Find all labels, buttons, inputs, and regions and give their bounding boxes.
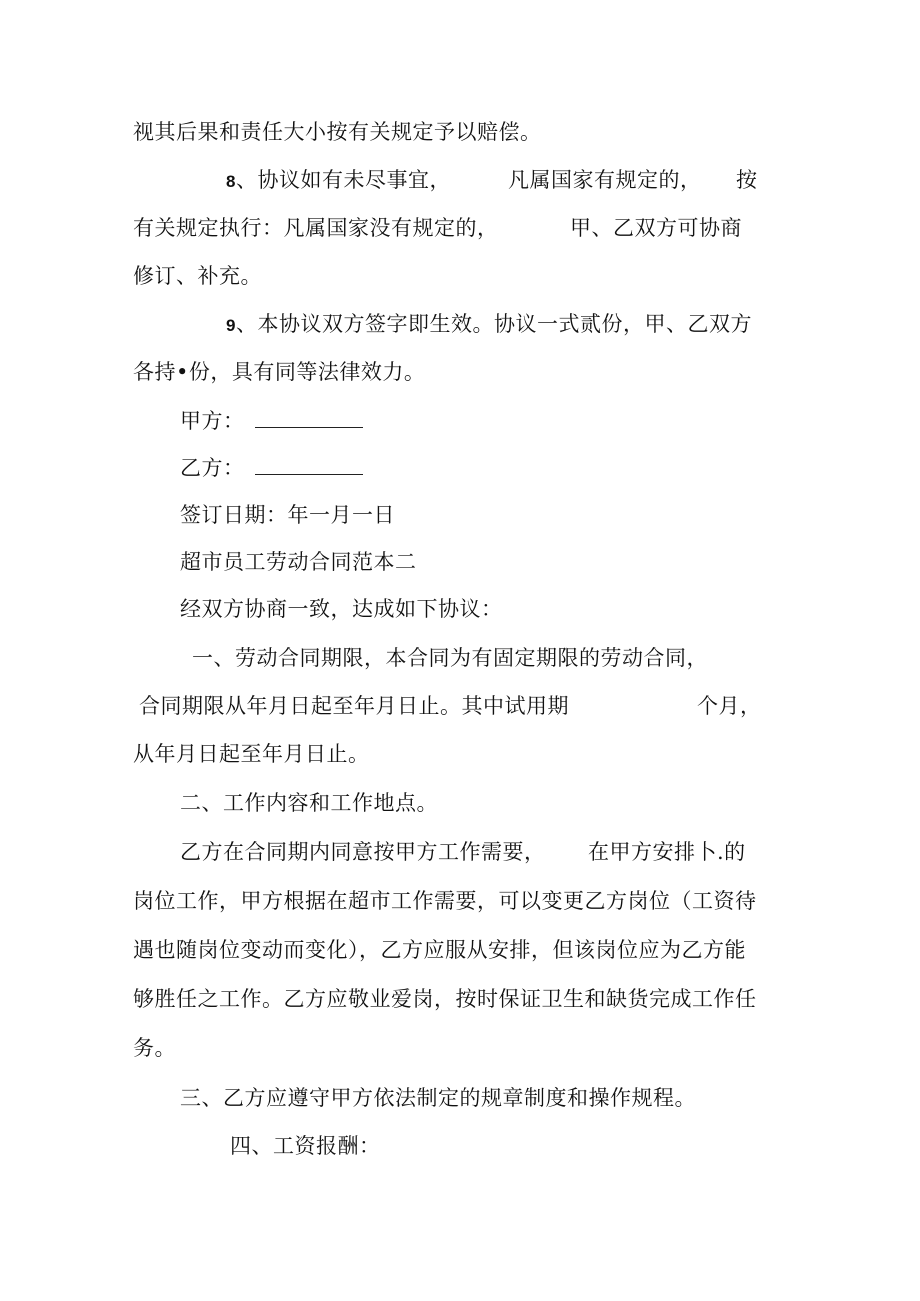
section-2-title	[180, 788, 438, 818]
text: 乙方在合同期内同意按甲方工作需要，	[180, 840, 546, 864]
party-a-label: 甲方：	[180, 409, 245, 433]
text: 三、乙方应遵守甲方依法制定的规章制度和操作规程。	[180, 1086, 696, 1110]
clause-8-line-1	[226, 165, 451, 197]
section-1-line-1	[192, 643, 708, 673]
clause-8-line-1b	[508, 165, 702, 195]
section-3	[180, 1083, 696, 1113]
clause-number: 8	[226, 172, 236, 191]
party-b-label: 乙方：	[180, 456, 245, 480]
section-1-line-3	[133, 739, 370, 769]
text: 视其后果和责任大小按有关规定予以赔偿。	[133, 120, 542, 144]
text: 签订日期：年一月一日	[180, 503, 395, 527]
party-a-signature-blank	[255, 409, 363, 428]
text: 四、工资报酬：	[230, 1134, 381, 1158]
text: 合同期限从年月日起至年月日止。其中试用期	[139, 694, 569, 718]
text: 凡属国家有规定的，	[508, 168, 702, 192]
section-2-line-5	[133, 1033, 176, 1063]
text: 超市员工劳动合同范本二	[180, 550, 417, 574]
clause-8-line-3	[133, 261, 262, 291]
text: 、本协议双方签字即生效。协议一式贰份，甲、乙双方	[235, 312, 752, 336]
section-2-line-2	[133, 886, 757, 916]
clause-8-line-1c	[736, 165, 758, 195]
text: 各持•份，具有同等法律效力。	[133, 360, 426, 384]
section-1-line-2b	[697, 691, 762, 721]
section-2-line-4	[133, 984, 757, 1014]
text: 一、劳动合同期限，本合同为有固定期限的劳动合同，	[192, 646, 708, 670]
text: 够胜任之工作。乙方应敬业爱岗，按时保证卫生和缺货完成工作任	[133, 987, 757, 1011]
party-a-line	[180, 406, 363, 436]
section-2-line-1	[180, 837, 546, 867]
section-1-line-2	[139, 691, 569, 721]
clause-9-line-1	[226, 309, 752, 341]
text: 从年月日起至年月日止。	[133, 742, 370, 766]
clause-9-line-2	[133, 357, 425, 387]
intro-line	[180, 594, 503, 624]
text: 二、工作内容和工作地点。	[180, 791, 438, 815]
clause-8-line-2	[133, 213, 499, 243]
text: 遇也随岗位变动而变化），乙方应服从安排，但该岗位应为乙方能	[133, 938, 746, 962]
sign-date	[180, 500, 395, 530]
clause-number: 9	[226, 316, 236, 335]
text: 个月，	[697, 694, 762, 718]
clause-8-line-2b	[570, 213, 742, 243]
text: 有关规定执行：凡属国家没有规定的，	[133, 216, 499, 240]
text: 、协议如有未尽事宜，	[235, 168, 451, 192]
section-4	[230, 1131, 381, 1161]
text: 修订、补充。	[133, 264, 262, 288]
text: 在甲方安排卜.的	[588, 840, 746, 864]
section-2-line-1b	[588, 837, 746, 867]
party-b-line	[180, 453, 363, 483]
text: 务。	[133, 1036, 176, 1060]
text: 甲、乙双方可协商	[570, 216, 742, 240]
section-title	[180, 547, 417, 577]
text: 按	[736, 168, 758, 192]
text: 经双方协商一致，达成如下协议：	[180, 597, 503, 621]
paragraph-line	[133, 117, 542, 147]
party-b-signature-blank	[255, 456, 363, 475]
text: 岗位工作，甲方根据在超市工作需要，可以变更乙方岗位（工资待	[133, 889, 757, 913]
section-2-line-3	[133, 935, 746, 965]
